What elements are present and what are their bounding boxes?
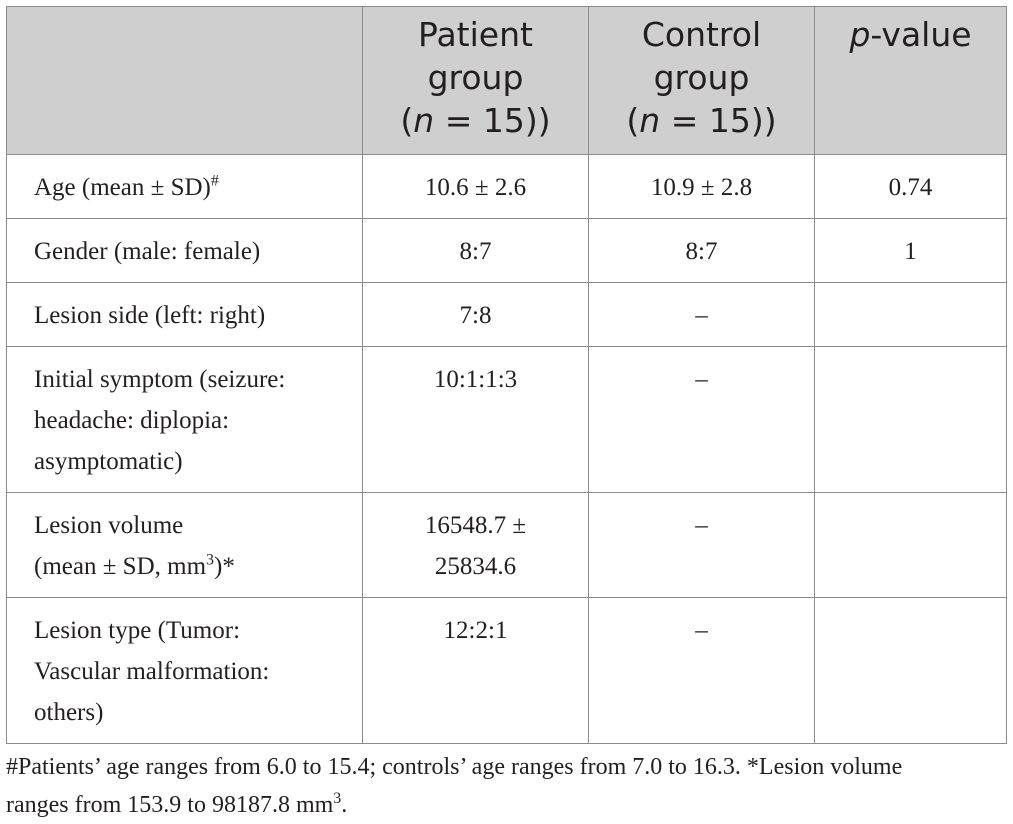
p-value <box>815 347 1007 493</box>
p-value <box>815 598 1007 744</box>
demographics-table <box>6 6 1007 744</box>
p-value <box>815 493 1007 598</box>
table-row <box>7 219 1007 283</box>
control-value: 10.9 ± 2.8 <box>589 155 815 219</box>
table-row <box>7 155 1007 219</box>
row-label-lesion-side: Lesion side (left: right) <box>7 283 363 347</box>
control-value: – <box>589 493 815 598</box>
p-value: 0.74 <box>815 155 1007 219</box>
table-footnote <box>6 748 1009 824</box>
p-value: 1 <box>815 219 1007 283</box>
table-row <box>7 493 1007 598</box>
patient-value: 7:8 <box>363 283 589 347</box>
row-label-gender: Gender (male: female) <box>7 219 363 283</box>
header-p-value: p-value <box>815 7 1007 155</box>
control-value: – <box>589 283 815 347</box>
row-label-lesion-type: Lesion type (Tumor: Vascular malformation: others) <box>7 598 363 744</box>
table-row <box>7 598 1007 744</box>
footnote-line-1: #Patients’ age ranges from 6.0 to 15.4; controls’ age ranges from 7.0 to 16.3. *Lesion volume <box>6 754 903 780</box>
control-value: 8:7 <box>589 219 815 283</box>
header-corner-cell <box>7 7 363 155</box>
table-row <box>7 283 1007 347</box>
p-value <box>815 283 1007 347</box>
row-label-lesion-volume: Lesion volume (mean ± SD, $mm^3)*$ <box>7 493 363 598</box>
control-value: – <box>589 598 815 744</box>
patient-value: 12:2:1 <box>363 598 589 744</box>
patient-value: 8:7 <box>363 219 589 283</box>
header-patient-group: Patient group (n = 15)) <box>363 7 589 155</box>
patient-value: 10.6 ± 2.6 <box>363 155 589 219</box>
patient-value: 10:1:1:3 <box>363 347 589 493</box>
patient-value: 16548.7 ± 25834.6 <box>363 493 589 598</box>
table-row <box>7 347 1007 493</box>
header-control-group: Control group (n = 15)) <box>589 7 815 155</box>
footnote-line-2: ranges from 153.9 to 98187.8 $mm^3$. <box>6 790 348 818</box>
row-label-initial-symptom: Initial symptom (seizure: headache: diplopia: asymptomatic) <box>7 347 363 493</box>
row-label-age: Age (mean ± SD)# <box>7 155 363 219</box>
control-value: – <box>589 347 815 493</box>
header-row <box>7 7 1007 155</box>
